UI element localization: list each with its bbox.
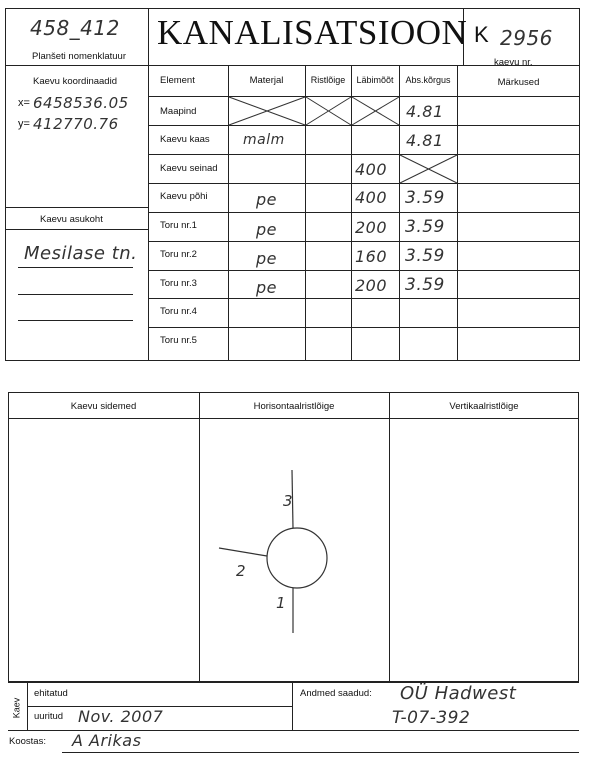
well-number: 2956 (500, 26, 553, 50)
page-title: KANALISATSIOON (157, 13, 468, 52)
row-material: malm (243, 132, 285, 148)
row-element: Toru nr.5 (160, 335, 197, 346)
row-element: Toru nr.4 (160, 306, 197, 317)
pipe-label-3: 3 (283, 492, 294, 510)
pipe-label-1: 1 (276, 594, 287, 612)
data-source-label: Andmed saadud: (300, 688, 372, 699)
well-prefix: K (474, 22, 489, 47)
y-value: 412770.76 (33, 115, 119, 133)
coordinates-label: Kaevu koordinaadid (33, 76, 117, 87)
plan-sheet-number: 458_412 (30, 16, 120, 40)
horizontal-section-sketch (199, 419, 389, 679)
row-material: pe (256, 190, 277, 209)
compiled-value: A Arikas (72, 731, 142, 750)
x-label: x= (18, 97, 30, 109)
col-header-element: Element (160, 75, 195, 86)
row-material: pe (256, 220, 277, 239)
pipe-2-line (219, 548, 267, 556)
row-diameter: 200 (355, 276, 388, 295)
location-label: Kaevu asukoht (40, 214, 103, 225)
x-value: 6458536.05 (33, 94, 129, 112)
built-label: ehitatud (34, 688, 68, 699)
horizontal-section-title: Horisontaalristlõige (253, 401, 335, 412)
row-elevation: 4.81 (406, 102, 444, 121)
row-element: Kaevu põhi (160, 191, 208, 202)
data-source-company: OÜ Hadwest (400, 683, 517, 704)
pipe-label-2: 2 (236, 562, 247, 580)
connections-title: Kaevu sidemed (70, 401, 137, 412)
compiled-label: Koostas: (9, 736, 46, 747)
row-element: Maapind (160, 106, 197, 117)
col-header-elevation: Abs.kõrgus (405, 75, 451, 85)
well-number-label: kaevu nr. (494, 57, 533, 68)
row-elevation: 3.59 (405, 246, 445, 266)
row-elevation: 3.59 (405, 275, 445, 295)
row-diameter: 200 (355, 218, 388, 237)
col-header-material: Materjal (249, 75, 284, 86)
surveyed-value: Nov. 2007 (78, 707, 164, 726)
row-element: Toru nr.1 (160, 220, 197, 231)
well-circle (267, 528, 327, 588)
data-source-ref: T-07-392 (392, 708, 471, 728)
y-label: y= (18, 118, 30, 130)
row-elevation: 4.81 (406, 131, 444, 150)
location-value: Mesilase tn. (24, 243, 138, 264)
col-header-notes: Märkused (497, 77, 540, 88)
row-element: Kaevu kaas (160, 134, 210, 145)
row-diameter: 160 (355, 247, 388, 266)
col-header-diameter: Läbimõõt (356, 75, 394, 85)
row-element: Kaevu seinad (160, 163, 218, 174)
side-label: Kaev (11, 697, 22, 719)
vertical-section-title: Vertikaalristlõige (449, 401, 519, 412)
row-elevation: 3.59 (405, 217, 445, 237)
row-elevation: 3.59 (405, 188, 445, 208)
row-element: Toru nr.3 (160, 278, 197, 289)
row-material: pe (256, 249, 277, 268)
row-diameter: 400 (355, 188, 388, 207)
row-element: Toru nr.2 (160, 249, 197, 260)
row-material: pe (256, 278, 277, 297)
surveyed-label: uuritud (34, 711, 64, 722)
plan-sheet-label: Planšeti nomenklatuur (32, 51, 126, 62)
col-header-section: Ristlõige (310, 75, 346, 85)
row-diameter: 400 (355, 160, 388, 179)
